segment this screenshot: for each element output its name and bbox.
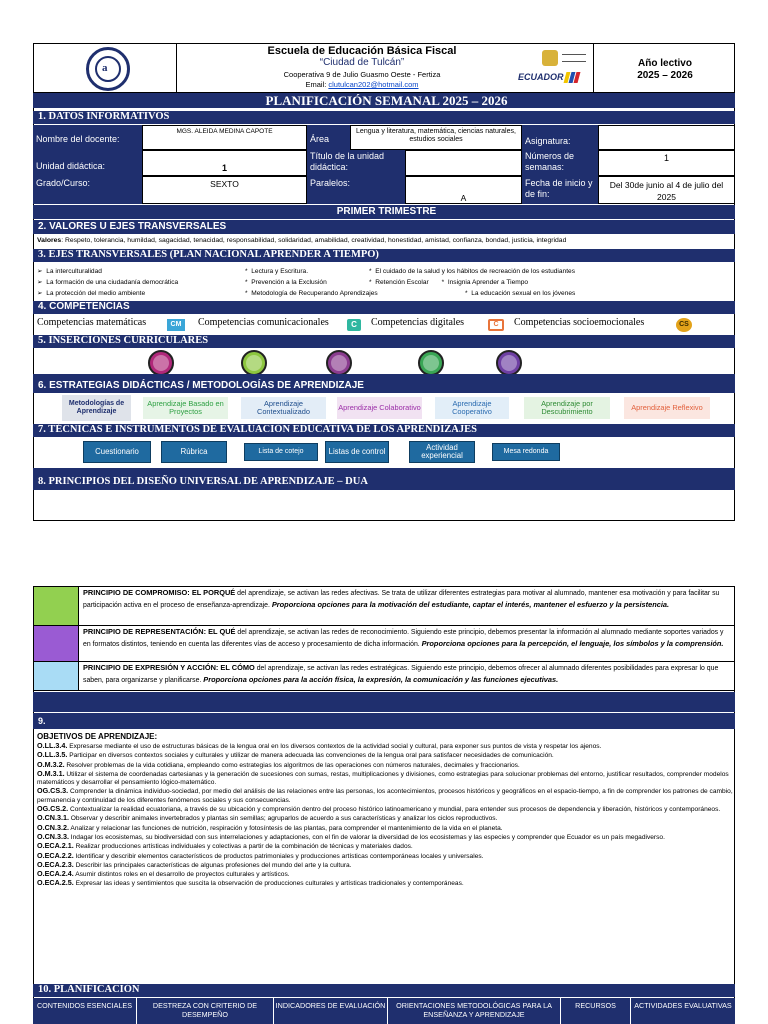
dua-body: del aprendizaje, se activan las redes estratégicas. Siguiendo este principio, debemos ofrecer al alumnado diferentes posibilidades para expresar lo que saben, para organizarse y planificarse. (83, 665, 719, 684)
paralelos-label: Paralelos: (307, 176, 405, 204)
dua-text (83, 627, 731, 650)
competencia-matematica-label: Competencias matemáticas (37, 317, 147, 328)
school-year-label: Año lectivo (638, 58, 692, 69)
objetivo-item: O.LL.3.4. Expresarse mediante el uso de estructuras básicas de la lengua oral en los diversos contextos de la actividad social y cultural, para exponer sus puntos de vista y respetar los ajenos. (37, 741, 602, 750)
objetivo-item: O.ECA.2.1. Realizar producciones artísticas individuales y colectivas a partir de la combinación de técnicas y materiales dados. (37, 841, 413, 851)
dua-body: del aprendizaje, se activan las redes afectivas. Se trata de utilizar diferentes estrategias para motivar al alumnado, mantener esa motivación y para facilitar su participación activa en el proceso de enseñanza-aprendizaje. (83, 590, 720, 609)
ejes-item: ➢ La interculturalidad (37, 268, 102, 275)
valores-row (37, 237, 733, 244)
objetivos-block (37, 731, 733, 889)
lista-cotejo-chip: Lista de cotejo (244, 443, 318, 461)
ejes-item: * El cuidado de la salud y los hábitos de recreación de los estudiantes (369, 268, 576, 275)
school-year-value: 2025 – 2026 (637, 70, 693, 81)
school-header (33, 43, 735, 93)
asignatura-label: Asignatura: (522, 125, 598, 150)
section-planificacion-title: 10. PLANIFICACIÓN (33, 984, 735, 997)
grado-value: SEXTO (142, 176, 307, 204)
estrategias-row (33, 394, 735, 424)
ecuador-logo-text: ECUADOR (518, 72, 564, 82)
objetivo-item: O.CN.3.1. Observar y describir animales invertebrados y plantas sin semillas; agruparlos de acuerdo a sus características y analizar los ciclos reproductivos. (37, 813, 498, 823)
cooperativo-chip: Aprendizaje Cooperativo (435, 397, 509, 419)
dua-text (83, 663, 731, 686)
column-header: ACTIVIDADES EVALUATIVAS (634, 1001, 732, 1010)
ejes-list (37, 266, 733, 300)
proyectos-chip: Aprendizaje Basado en Proyectos (143, 397, 228, 419)
ejes-col-3 (369, 266, 669, 299)
ministry-logo (518, 50, 590, 90)
dua-heading: PRINCIPIO DE EXPRESIÓN Y ACCIÓN: EL CÓMO (83, 663, 255, 672)
rubrica-chip: Rúbrica (161, 441, 227, 463)
asignatura-value (598, 125, 735, 150)
section-inserciones-title: 5. INSERCIONES CURRICULARES (33, 335, 735, 348)
column-header: RECURSOS (575, 1001, 616, 1010)
section-tecnicas-title: 7. TÉCNICAS E INSTRUMENTOS DE EVALUACIÓN EDUCATIVA DE LOS APRENDIZAJES (33, 424, 735, 437)
dua-emphasis: Proporciona opciones para la acción física, la expresión, la comunicación y las funciones ejecutivas. (203, 674, 559, 684)
valores-label: Valores (37, 237, 62, 244)
financial-education-icon (418, 350, 444, 376)
socioemotional-icon (326, 350, 352, 376)
school-name: Escuela de Educación Básica Fiscal (267, 45, 457, 57)
dua-row-expresion (33, 661, 735, 691)
valores-text: : Respeto, tolerancia, humildad, sagacidad, tenacidad, responsabilidad, solidaridad, amabilidad, creatividad, honestidad, amistad, confianza, bondad, justicia, integridad (61, 237, 567, 244)
column-header: CONTENIDOS ESENCIALES (36, 1001, 133, 1010)
email-link[interactable]: clutulcan202@hotmail.com (328, 80, 419, 89)
objetivo-item: O.ECA.2.3. Describir las principales características de algunas profesiones del mundo del arte y la cultura. (37, 859, 352, 869)
titulo-label: Título de la unidad didáctica: (307, 150, 405, 176)
dua-row-representacion (33, 625, 735, 662)
titulo-value (405, 150, 522, 176)
planificacion-header-row (33, 998, 735, 1024)
road-safety-icon (496, 350, 522, 376)
tecnicas-row (33, 439, 735, 467)
descubrimiento-chip: Aprendizaje por Descubrimiento (524, 397, 610, 419)
column-header: INDICADORES DE EVALUACIÓN (275, 1001, 386, 1010)
school-logo: a (86, 47, 130, 91)
plan-title: PLANIFICACIÓN SEMANAL 2025 – 2026 (33, 93, 735, 108)
area-label: Área (307, 125, 350, 150)
objetivo-item: O.LL.3.5. Participar en diversos contextos sociales y culturales y utilizar de manera adecuada las convenciones de la lengua oral para satisfacer necesidades de comunicación. (37, 750, 554, 760)
objetivo-item: OG.CS.3. Comprender la dinámica individuo-sociedad, por medio del análisis de las relaciones entre las personas, los acontecimientos, procesos históricos y geográficos en el espacio-tiempo, a fin de comprender los patrones de cambio, permanencia y continuidad de los diferentes fenómenos sociales y sus consecuencias. (37, 786, 733, 804)
section-objetivos-number: 9. (33, 713, 735, 729)
colaborativo-chip: Aprendizaje Colaborativo (337, 397, 422, 419)
dua-color-purple (34, 626, 79, 661)
objetivo-item: O.M.3.2. Resolver problemas de la vida cotidiana, empleando como estrategias los algoritmos de las operaciones con números naturales, decimales y fraccionarios. (37, 759, 520, 769)
dua-emphasis: Proporciona opciones para la percepción, el lenguaje, los símbolos y la comprensión. (421, 638, 724, 648)
section-dua-title: 8. PRINCIPIOS DEL DISEÑO UNIVERSAL DE APRENDIZAJE – DUA (33, 474, 735, 490)
objetivo-item: OG.CS.2. Contextualizar la realidad ecuatoriana, a través de su ubicación y comprensión dentro del proceso histórico latinoamericano y mundial, para entender sus procesos de dependencia y liberación, históricos y contemporáneos. (37, 804, 721, 814)
objetivos-title: OBJETIVOS DE APRENDIZAJE: (37, 732, 158, 741)
cuestionario-chip: Cuestionario (83, 441, 151, 463)
civic-education-icon (148, 350, 174, 376)
listas-control-chip: Listas de control (325, 441, 389, 463)
ejes-item: * Metodología de Recuperando Aprendizajes (245, 290, 378, 297)
objetivo-item: O.ECA.2.5. Expresar las ideas y sentimientos que suscita la observación de producciones culturales y artísticas tradicionales y contemporáneas. (37, 878, 464, 888)
ejes-item: ➢ La protección del medio ambiente (37, 290, 146, 297)
paralelos-value: A (405, 176, 522, 204)
unidad-label: Unidad didáctica: (33, 150, 142, 176)
metodologias-chip: Metodologías de Aprendizaje (62, 395, 131, 421)
reflexivo-chip: Aprendizaje Reflexivo (624, 397, 710, 419)
column-header: DESTREZA CON CRITERIO DE DESEMPEÑO (152, 1001, 258, 1019)
digital-badge-icon: C (488, 319, 504, 331)
dua-emphasis: Proporciona opciones para la motivación del estudiante, captar el interés, mantener el esfuerzo y la persistencia. (271, 599, 670, 609)
contextualizado-chip: Aprendizaje Contextualizado (241, 397, 326, 419)
sustainable-development-icon (241, 350, 267, 376)
competencias-row (37, 317, 733, 335)
objetivo-item: O.CN.3.2. Analizar y relacionar las funciones de nutrición, respiración y fotosíntesis de las plantas, para comprender el mantenimiento de la vida en el planeta. (37, 822, 503, 832)
semanas-label: Números de semanas: (522, 150, 598, 176)
ejes-item: ➢ La formación de una ciudadanía democrática (37, 279, 179, 286)
ejes-item: * Prevención a la Exclusión (245, 279, 327, 286)
objetivo-item: O.ECA.2.2. Identificar y describir elementos característicos de productos patrimoniales y producciones artísticas contemporáneas locales y universales. (37, 850, 484, 860)
cm-badge-icon: CM (167, 319, 185, 331)
dua-body: del aprendizaje, se activan las redes de reconocimiento. Siguiendo este principio, debemos presentar la información al alumnado mediante soportes variados y en formatos distintos, teniendo en cuenta las diferentes vías de acceso y procesamiento de dicha información. (83, 629, 724, 648)
section-estrategias-title: 6. ESTRATEGIAS DIDÁCTICAS / METODOLOGÍAS DE APRENDIZAJE (33, 380, 735, 393)
school-email-row (182, 80, 542, 89)
unidad-value: 1 (142, 150, 307, 176)
c-badge-icon: C (347, 319, 361, 331)
school-subtitle: “Ciudad de Tulcán” (319, 57, 405, 68)
column-header: ORIENTACIONES METODOLÓGICAS PARA LA ENSEÑANZA Y APRENDIZAJE (396, 1001, 552, 1019)
dua-text (83, 588, 731, 611)
semanas-value: 1 (598, 150, 735, 176)
fecha-value: Del 30de junio al 4 de julio del 2025 (598, 176, 735, 204)
actividad-experiencial-chip: Actividad experiencial (409, 441, 475, 463)
area-value: Lengua y literatura, matemática, ciencias naturales, estudios sociales (350, 125, 522, 150)
school-address: Cooperativa 9 de Julio Guasmo Oeste - Fertiza (283, 70, 441, 79)
ejes-item: * Retención Escolar * Insignia Aprender a Tiempo (369, 279, 529, 286)
competencia-digital-label: Competencias digitales (371, 317, 465, 328)
objetivo-item: O.ECA.2.4. Asumir distintos roles en el desarrollo de proyectos culturales y artísticos. (37, 869, 290, 879)
section-ejes-title: 3. EJES TRANSVERSALES (PLAN NACIONAL APRENDER A TIEMPO) (33, 249, 735, 262)
dua-heading: PRINCIPIO DE COMPROMISO: EL PORQUÉ (83, 588, 236, 597)
section-valores-title: 2. VALORES U EJES TRANSVERSALES (33, 220, 735, 234)
trimestre-banner: PRIMER TRIMESTRE (33, 205, 735, 219)
dua-color-lightblue (34, 662, 79, 690)
objetivo-item: O.M.3.1. Utilizar el sistema de coordenadas cartesianas y la generación de sucesiones con sumas, restas, multiplicaciones y divisiones, como estrategias para solucionar problemas del entorno, justificar resultados, comprender modelos matemáticos y desarrollar el pensamiento lógico-matemático. (37, 768, 729, 787)
email-label: Email: (305, 80, 327, 89)
dua-heading: PRINCIPIO DE REPRESENTACIÓN: EL QUÉ (83, 627, 236, 636)
dua-bottom-bar (33, 692, 735, 712)
docente-label: Nombre del docente: (33, 125, 142, 150)
cs-badge-icon: CS (676, 318, 692, 332)
ejes-item: * La educación sexual en los jóvenes (465, 290, 576, 297)
objetivo-item: O.CN.3.3. Indagar los ecosistemas, su biodiversidad con sus interrelaciones y adaptaciones, con el fin de valorar la diversidad de los ecosistemas y las especies y comprender que Ecuador es un país megadiverso. (37, 831, 665, 841)
dua-color-green (34, 587, 79, 625)
dua-row-compromiso (33, 586, 735, 626)
mesa-redonda-chip: Mesa redonda (492, 443, 560, 461)
fecha-label: Fecha de inicio y de fin: (522, 176, 598, 204)
competencia-comunicacional-label: Competencias comunicacionales (198, 317, 329, 328)
ejes-col-1 (37, 266, 247, 299)
section-datos-title: 1. DATOS INFORMATIVOS (33, 111, 735, 124)
grado-label: Grado/Curso: (33, 176, 142, 204)
competencia-socioemocional-label: Competencias socioemocionales (514, 317, 645, 328)
ejes-item: * Lectura y Escritura. (245, 268, 309, 275)
docente-value: MGS. ALEIDA MEDINA CAPOTE (142, 125, 307, 150)
section-competencias-title: 4. COMPETENCIAS (33, 301, 735, 314)
